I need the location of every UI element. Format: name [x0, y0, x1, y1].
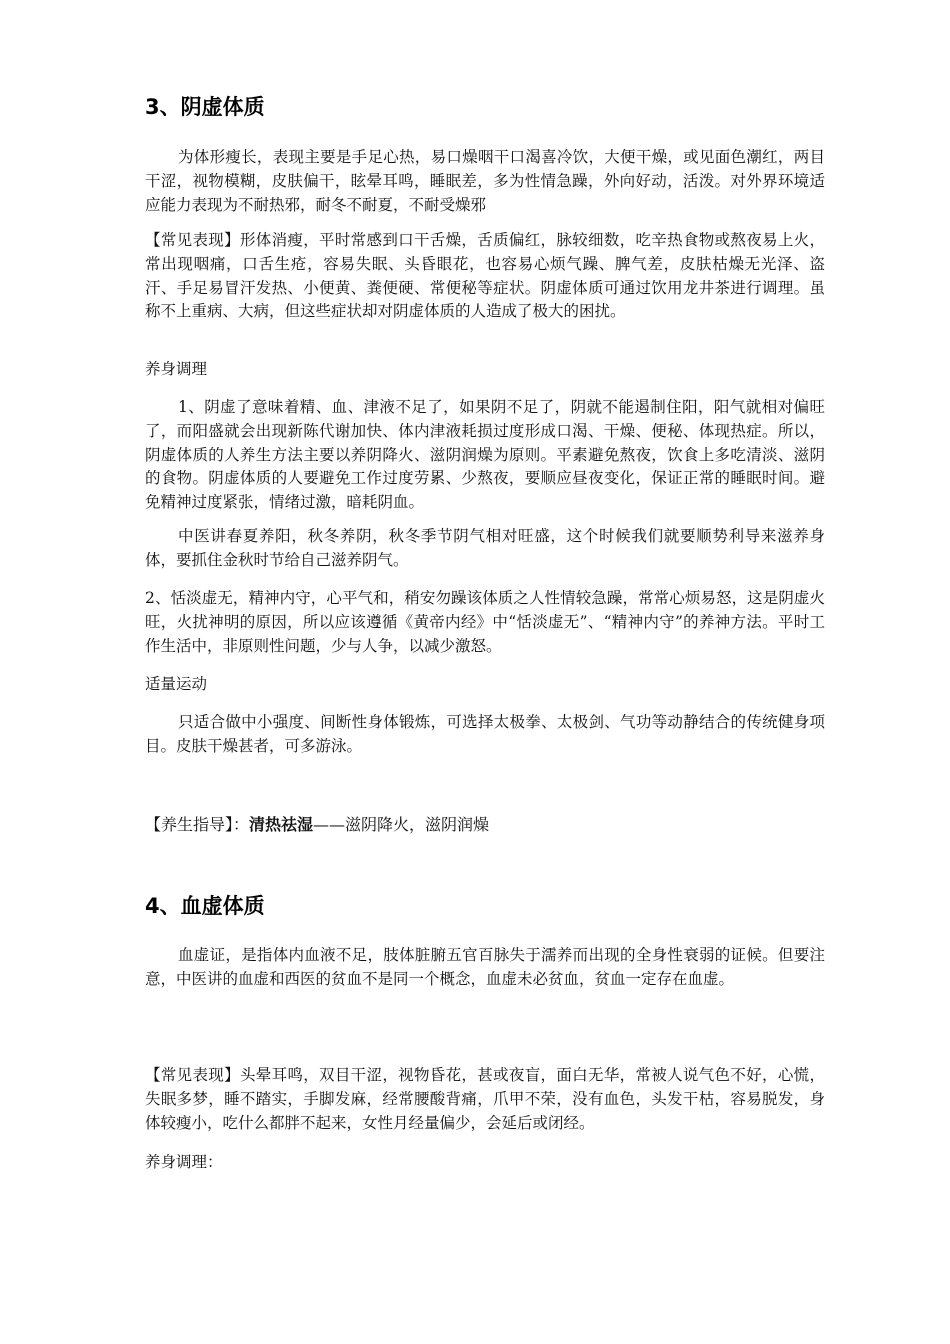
section3-symptoms-text: 形体消瘦，平时常感到口干舌燥，舌质偏红，脉较细数，吃辛热食物或熬夜易上火，常出现咽痛，口舌生疮，容易失眠、头昏眼花，也容易心烦气躁、脾气差，皮肤枯燥无光泽、盗汗、手足易冒汗发热、小便黄、粪便硬、常便秘等症状。阴虚体质可通过饮用龙井茶进行调理。虽称不上重病、大病，但这些症状却对阴虚体质的人造成了极大的困扰。	[145, 231, 825, 321]
guide-bold: 清热祛湿	[249, 815, 314, 834]
section3-exercise-title: 适量运动	[145, 675, 208, 693]
section3-guide	[145, 813, 489, 837]
section3-care1: 1、阴虚了意味着精、血、津液不足了，如果阴不足了，阴就不能遏制住阳，阳气就相对偏旺了，而阳盛就会出现新陈代谢加快、体内津液耗损过度形成口渴、干燥、便秘、体现热症。所以，阴虚体质的人养生方法主要以养阴降火、滋阴润燥为原则。平素避免熬夜，饮食上多吃清淡、滋阴的食物。阴虚体质的人要避免工作过度劳累、少熬夜，要顺应昼夜变化，保证正常的睡眠时间。避免精神过度紧张，情绪过激，暗耗阴血。	[145, 398, 825, 512]
section4-care-title: 养身调理：	[145, 1153, 223, 1171]
section4-symptoms-label: 【常见表现】	[145, 1066, 240, 1084]
guide-rest: ——滋阴降火，滋阴润燥	[313, 815, 490, 834]
section3-care-title: 养身调理	[145, 360, 208, 378]
section4-heading: 4、血虚体质	[145, 894, 265, 918]
section3-heading: 3、阴虚体质	[145, 95, 265, 119]
section3-exercise: 只适合做中小强度、间断性身体锻炼，可选择太极拳、太极剑、气功等动静结合的传统健身项目。皮肤干燥甚者，可多游泳。	[145, 713, 825, 755]
section3-symptoms-label: 【常见表现】	[145, 231, 240, 249]
section3-intro: 为体形瘦长，表现主要是手足心热，易口燥咽干口渴喜冷饮，大便干燥，或见面色潮红，两目干涩，视物模糊，皮肤偏干，眩晕耳鸣，睡眠差，多为性情急躁，外向好动，活泼。对外界环境适应能力表现为不耐热邪，耐冬不耐夏，不耐受燥邪	[145, 148, 825, 214]
section3-care1b: 中医讲春夏养阳，秋冬养阴，秋冬季节阴气相对旺盛，这个时候我们就要顺势利导来滋养身体，要抓住金秋时节给自己滋养阴气。	[145, 527, 825, 569]
section4-intro: 血虚证，是指体内血液不足，肢体脏腑五官百脉失于濡养而出现的全身性衰弱的证候。但要注意，中医讲的血虚和西医的贫血不是同一个概念，血虚未必贫血，贫血一定存在血虚。	[145, 946, 825, 988]
guide-label: 【养生指导】：	[145, 815, 250, 834]
section3-symptoms	[145, 229, 825, 324]
section4-symptoms-text: 头晕耳鸣，双目干涩，视物昏花，甚或夜盲，面白无华，常被人说气色不好，心慌，失眠多梦，睡不踏实，手脚发麻，经常腰酸背痛，爪甲不荣，没有血色，头发干枯，容易脱发，身体较瘦小，吃什么都胖不起来，女性月经量偏少，会延后或闭经。	[145, 1066, 825, 1132]
section4-symptoms	[145, 1064, 825, 1135]
section3-care2: 2、恬淡虚无，精神内守，心平气和，稍安勿躁该体质之人性情较急躁，常常心烦易怒，这是阴虚火旺，火扰神明的原因，所以应该遵循《黄帝内经》中“恬淡虚无”、“精神内守”的养神方法。平时工作生活中，非原则性问题，少与人争，以减少激怒。	[145, 589, 825, 655]
